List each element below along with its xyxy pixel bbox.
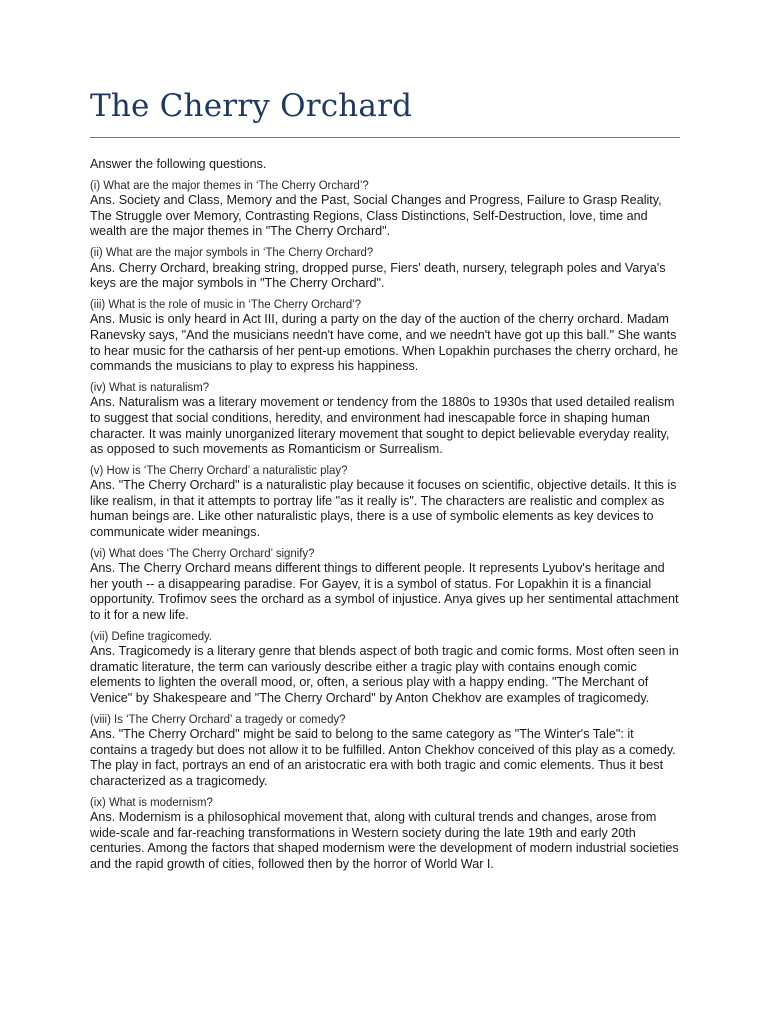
question-text: (iv) What is naturalism? (90, 379, 210, 394)
question-text: (v) How is ‘The Cherry Orchard’ a naturalistic play? (90, 462, 348, 477)
title-underline (90, 137, 680, 138)
answer-text: Ans. "The Cherry Orchard" might be said to belong to the same category as "The Winter's Tale": it contains a tragedy but does not allow it to be fulfilled. Anton Chekhov conceived of this play as a comedy. The play in fact, portrays an end of an aristocratic era with both tragic and comic elements. Thus it best characterized as a tragicomedy. (90, 727, 676, 788)
question-block-6 (90, 546, 680, 624)
question-text: (vi) What does ‘The Cherry Orchard’ signify? (90, 545, 315, 560)
answer-text: Ans. Cherry Orchard, breaking string, dropped purse, Fiers' death, nursery, telegraph poles and Varya's keys are the major symbols in "The Cherry Orchard". (90, 260, 666, 291)
question-block-2 (90, 245, 680, 292)
question-block-3 (90, 297, 680, 375)
document-body (90, 157, 680, 878)
question-text: (ix) What is modernism? (90, 794, 213, 809)
answer-text: Ans. The Cherry Orchard means different things to different people. It represents Lyubov's heritage and her youth -- a disappearing paradise. For Gayev, it is a symbol of status. For Lopakhin it is a financial opportunity. Trofimov sees the orchard as a symbol of injustice. Anya gives up her sentimental attachment to it for a new life. (90, 561, 679, 623)
question-text: (vii) Define tragicomedy. (90, 628, 213, 643)
question-text: (ii) What are the major symbols in ‘The Cherry Orchard? (90, 244, 374, 259)
answer-text: Ans. Tragicomedy is a literary genre that blends aspect of both tragic and comic forms. Most often seen in dramatic literature, the term can variously describe either a tragic play with contains enough comic elements to lighten the overall mood, or, often, a serious play with a happy ending. "The Merchant of Venice" by Shakespeare and "The Cherry Orchard" by Anton Chekhov are examples of tragicomedy. (90, 644, 679, 705)
question-block-7 (90, 629, 680, 707)
question-block-4 (90, 380, 680, 458)
answer-text: Ans. Naturalism was a literary movement or tendency from the 1880s to 1930s that used detailed realism to suggest that social conditions, heredity, and environment had inescapable force in shaping human character. It was mainly unorganized literary movement that sought to depict believable everyday reality, as opposed to such movements as Romanticism or Surrealism. (90, 395, 675, 457)
answer-text: Ans. "The Cherry Orchard" is a naturalistic play because it focuses on scientific, objective details. It this is like realism, in that it attempts to portray life "as it really is". The characters are realistic and complex as human beings are. Like other naturalistic plays, there is a use of symbolic elements as key devices to communicate wider meanings. (90, 478, 677, 540)
answer-text: Ans. Society and Class, Memory and the Past, Social Changes and Progress, Failure to Grasp Reality, The Struggle over Memory, Contrasting Regions, Class Distinctions, Self-Destruction, love, time and wealth are the major themes in "The Cherry Orchard". (90, 193, 662, 239)
page-title: The Cherry Orchard (90, 88, 413, 124)
question-block-9 (90, 795, 680, 873)
question-text: (iii) What is the role of music in ‘The Cherry Orchard’? (90, 296, 362, 311)
answer-text: Ans. Music is only heard in Act III, during a party on the day of the auction of the cherry orchard. Madam Ranevsky says, "And the musicians needn't have come, and we needn't have got up this ball." She wants to hear music for the catharsis of her pent-up emotions. When Lopakhin purchases the cherry orchard, he commands the musicians to play to express his happiness. (90, 312, 679, 374)
question-block-8 (90, 712, 680, 790)
question-block-1 (90, 178, 680, 240)
question-text: (viii) Is ‘The Cherry Orchard’ a tragedy or comedy? (90, 711, 346, 726)
question-block-5 (90, 463, 680, 541)
question-text: (i) What are the major themes in ‘The Cherry Orchard’? (90, 177, 369, 192)
intro-text: Answer the following questions. (90, 157, 267, 171)
answer-text: Ans. Modernism is a philosophical movement that, along with cultural trends and changes, arose from wide-scale and far-reaching transformations in Western society during the late 19th and early 20th centuries. Among the factors that shaped modernism were the development of modern industrial societies and the rapid growth of cities, followed then by the horror of World War I. (90, 810, 679, 871)
